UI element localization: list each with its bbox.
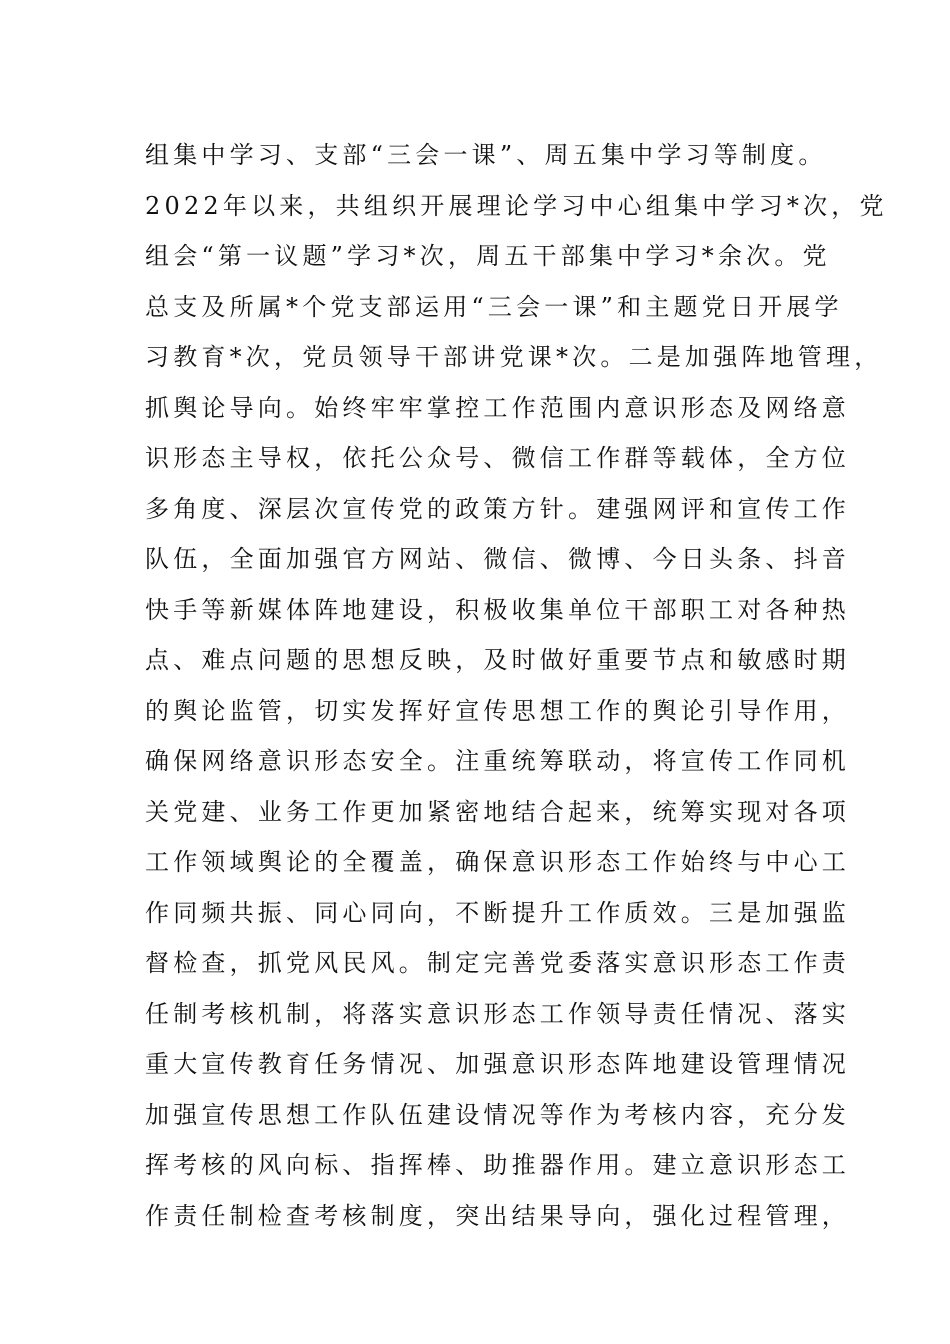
text-line-2: 2022年以来，共组织开展理论学习中心组集中学习*次，党: [145, 191, 888, 220]
text-line-11: 点、难点问题的思想反映，及时做好重要节点和敏感时期: [145, 646, 850, 674]
text-line-19: 重大宣传教育任务情况、加强意识形态阵地建设管理情况: [145, 1050, 850, 1078]
text-line-8: 多角度、深层次宣传党的政策方针。建强网评和宣传工作: [145, 494, 850, 523]
text-line-10: 快手等新媒体阵地建设，积极收集单位干部职工对各种热: [145, 595, 850, 624]
text-line-7: 识形态主导权，依托公众号、微信工作群等载体，全方位: [145, 444, 850, 472]
text-line-5: 习教育*次，党员领导干部讲党课*次。二是加强阵地管理，: [145, 343, 883, 371]
text-line-18: 任制考核机制，将落实意识形态工作领导责任情况、落实: [145, 999, 850, 1028]
text-line-14: 关党建、业务工作更加紧密地结合起来，统筹实现对各项: [145, 797, 850, 826]
text-line-13: 确保网络意识形态安全。注重统筹联动，将宣传工作同机: [145, 747, 850, 775]
text-line-17: 督检查，抓党风民风。制定完善党委落实意识形态工作责: [145, 949, 850, 977]
text-line-9: 队伍，全面加强官方网站、微信、微博、今日头条、抖音: [145, 545, 850, 573]
text-line-21: 挥考核的风向标、指挥棒、助推器作用。建立意识形态工: [145, 1151, 850, 1179]
text-line-22: 作责任制检查考核制度，突出结果导向，强化过程管理，: [145, 1201, 850, 1230]
body-text: [145, 130, 888, 1241]
text-line-15: 工作领域舆论的全覆盖，确保意识形态工作始终与中心工: [145, 848, 850, 876]
text-line-1: 组集中学习、支部“三会一课”、周五集中学习等制度。: [145, 141, 827, 169]
text-line-20: 加强宣传思想工作队伍建设情况等作为考核内容，充分发: [145, 1100, 850, 1129]
text-line-6: 抓舆论导向。始终牢牢掌控工作范围内意识形态及网络意: [145, 393, 850, 422]
text-line-4: 总支及所属*个党支部运用“三会一课”和主题党日开展学: [145, 292, 843, 321]
text-line-3: 组会“第一议题”学习*次，周五干部集中学习*余次。党: [145, 242, 831, 270]
text-line-12: 的舆论监管，切实发挥好宣传思想工作的舆论引导作用，: [145, 696, 850, 725]
text-line-16: 作同频共振、同心同向，不断提升工作质效。三是加强监: [145, 898, 850, 927]
